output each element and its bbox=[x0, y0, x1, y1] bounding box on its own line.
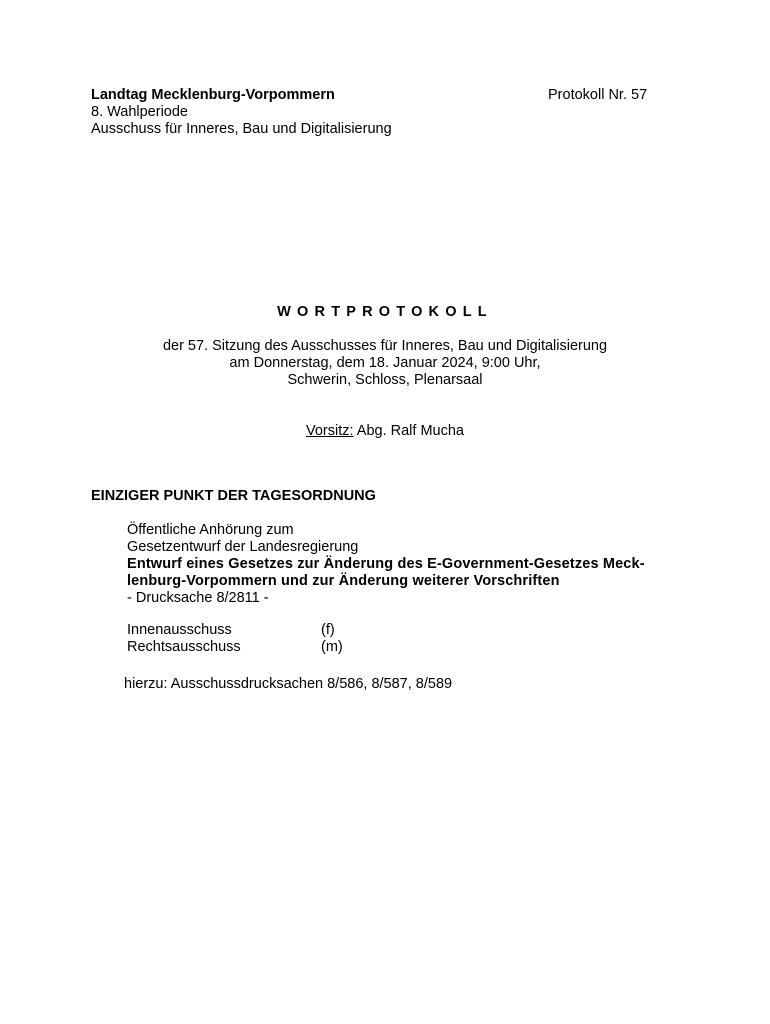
agenda-intro-2: Gesetzentwurf der Landesregierung bbox=[127, 539, 359, 555]
agenda-heading: EINZIGER PUNKT DER TAGESORDNUNG bbox=[91, 488, 376, 504]
chair-label: Vorsitz: bbox=[306, 423, 354, 439]
committee-row-name: Rechtsausschuss bbox=[127, 639, 241, 655]
committee-row-name: Innenausschuss bbox=[127, 622, 232, 638]
chair-name: Abg. Ralf Mucha bbox=[356, 423, 464, 439]
session-line-2: am Donnerstag, dem 18. Januar 2024, 9:00 Uhr, bbox=[229, 355, 541, 371]
agenda-item bbox=[127, 522, 645, 607]
committee-row bbox=[127, 639, 343, 656]
chair-info bbox=[0, 423, 770, 440]
bill-title-line-2: lenburg-Vorpommern und zur Änderung weiterer Vorschriften bbox=[127, 573, 560, 589]
legislative-term: 8. Wahlperiode bbox=[91, 104, 188, 120]
session-line-1: der 57. Sitzung des Ausschusses für Inneres, Bau und Digitalisierung bbox=[162, 338, 608, 354]
committee-row-role: (m) bbox=[321, 639, 343, 655]
document-header bbox=[91, 87, 392, 138]
committee-row bbox=[127, 622, 343, 639]
session-info bbox=[0, 338, 770, 389]
agenda-intro-1: Öffentliche Anhörung zum bbox=[127, 522, 294, 538]
committee-row-role: (f) bbox=[321, 622, 335, 638]
document-title: WORTPROTOKOLL bbox=[277, 304, 493, 320]
committee-name: Ausschuss für Inneres, Bau und Digitalisierung bbox=[91, 121, 392, 137]
parliament-name: Landtag Mecklenburg-Vorpommern bbox=[91, 87, 335, 103]
related-documents: hierzu: Ausschussdrucksachen 8/586, 8/587, 8/589 bbox=[124, 676, 453, 692]
committee-list bbox=[127, 622, 343, 656]
protocol-number: Protokoll Nr. 57 bbox=[548, 87, 648, 103]
printed-matter: - Drucksache 8/2811 - bbox=[127, 590, 269, 606]
bill-title-line-1: Entwurf eines Gesetzes zur Änderung des E-Government-Gesetzes Meck- bbox=[127, 556, 645, 572]
session-line-3: Schwerin, Schloss, Plenarsaal bbox=[287, 372, 483, 388]
